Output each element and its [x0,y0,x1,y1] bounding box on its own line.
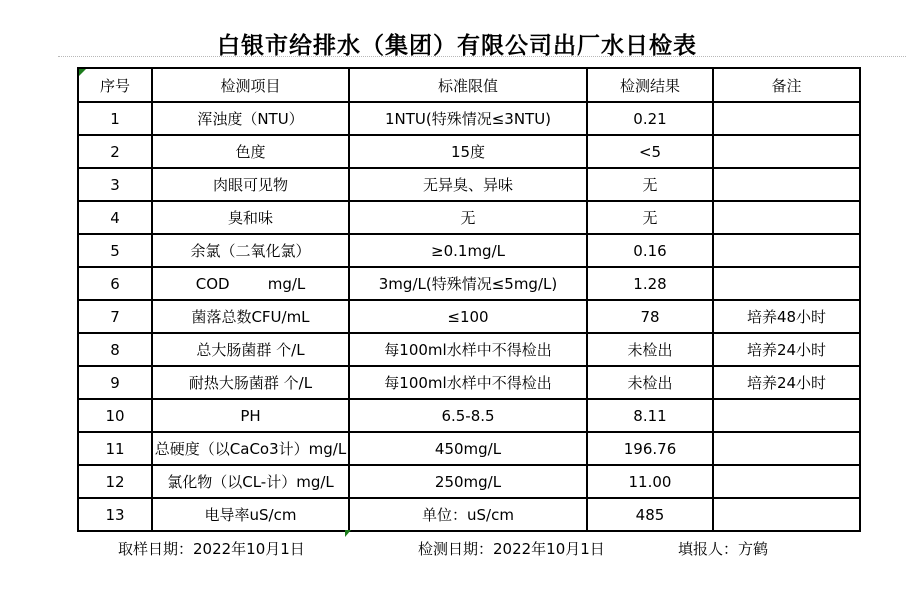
cell-limit: 无异臭、异味 [349,168,587,201]
cell-result: 未检出 [587,366,713,399]
table-row [78,366,860,399]
footer-line [0,538,914,558]
excel-error-indicator-icon [79,69,86,76]
cell-no: 4 [78,201,152,234]
col-header-no: 序号 [78,68,152,102]
cell-result: 无 [587,168,713,201]
cell-result: 1.28 [587,267,713,300]
table-row [78,498,860,531]
cell-result: 0.21 [587,102,713,135]
cell-item: 耐热大肠菌群 个/L [152,366,349,399]
cell-limit: 250mg/L [349,465,587,498]
cell-limit: ≥0.1mg/L [349,234,587,267]
cell-note: 培养24小时 [713,366,860,399]
cell-no: 3 [78,168,152,201]
col-header-result: 检测结果 [587,68,713,102]
cell-limit: 3mg/L(特殊情况≤5mg/L) [349,267,587,300]
page-title: 白银市给排水（集团）有限公司出厂水日检表 [217,33,697,59]
cell-item: 浑浊度（NTU） [152,102,349,135]
page-break-line [58,56,906,57]
table-row [78,135,860,168]
cell-note [713,399,860,432]
table-row [78,300,860,333]
cell-note [713,102,860,135]
cell-item: 臭和味 [152,201,349,234]
test-date-label: 检测日期：2022年10月1日 [418,540,605,558]
cell-limit: ≤100 [349,300,587,333]
cell-result: 0.16 [587,234,713,267]
cell-item: 菌落总数CFU/mL [152,300,349,333]
header-row [78,68,860,102]
table-row [78,267,860,300]
cell-result: <5 [587,135,713,168]
cell-result: 未检出 [587,333,713,366]
cell-result: 485 [587,498,713,531]
cell-no: 5 [78,234,152,267]
table-row [78,432,860,465]
cell-no: 11 [78,432,152,465]
table-row [78,465,860,498]
inspection-table-container [77,67,861,532]
cell-item: 肉眼可见物 [152,168,349,201]
cell-result: 11.00 [587,465,713,498]
cell-no: 6 [78,267,152,300]
cell-note [713,234,860,267]
cell-no: 9 [78,366,152,399]
cell-item: 氯化物（以CL-计）mg/L [152,465,349,498]
cell-note [713,135,860,168]
reporter-label: 填报人：方鹤 [678,540,769,558]
table-row [78,201,860,234]
cell-note [713,465,860,498]
table-row [78,399,860,432]
cell-item: 总大肠菌群 个/L [152,333,349,366]
cell-no: 8 [78,333,152,366]
table-row [78,102,860,135]
cell-result: 196.76 [587,432,713,465]
cell-note [713,498,860,531]
cell-limit: 单位：uS/cm [349,498,587,531]
sampling-date-label: 取样日期：2022年10月1日 [118,540,305,558]
cell-item: 总硬度（以CaCo3计）mg/L [152,432,349,465]
cell-no: 7 [78,300,152,333]
table-row [78,234,860,267]
cell-limit: 15度 [349,135,587,168]
cell-limit: 每100ml水样中不得检出 [349,333,587,366]
cell-note: 培养48小时 [713,300,860,333]
cell-limit: 每100ml水样中不得检出 [349,366,587,399]
col-header-note: 备注 [713,68,860,102]
cell-item: 电导率uS/cm [152,498,349,531]
cell-no: 2 [78,135,152,168]
col-header-limit: 标准限值 [349,68,587,102]
cell-no: 10 [78,399,152,432]
table-row [78,333,860,366]
inspection-table [77,67,861,532]
table-row [78,168,860,201]
cell-limit: 无 [349,201,587,234]
col-header-item: 检测项目 [152,68,349,102]
cell-result: 无 [587,201,713,234]
cell-result: 78 [587,300,713,333]
cell-no: 13 [78,498,152,531]
cell-note: 培养24小时 [713,333,860,366]
cell-note [713,168,860,201]
cell-note [713,432,860,465]
cell-item: COD mg/L [152,267,349,300]
cell-limit: 1NTU(特殊情况≤3NTU) [349,102,587,135]
excel-error-indicator-icon [345,530,351,537]
cell-item: PH [152,399,349,432]
cell-item: 色度 [152,135,349,168]
cell-note [713,267,860,300]
cell-limit: 6.5-8.5 [349,399,587,432]
cell-note [713,201,860,234]
cell-result: 8.11 [587,399,713,432]
cell-no: 12 [78,465,152,498]
cell-limit: 450mg/L [349,432,587,465]
cell-no: 1 [78,102,152,135]
cell-item: 余氯（二氧化氯） [152,234,349,267]
